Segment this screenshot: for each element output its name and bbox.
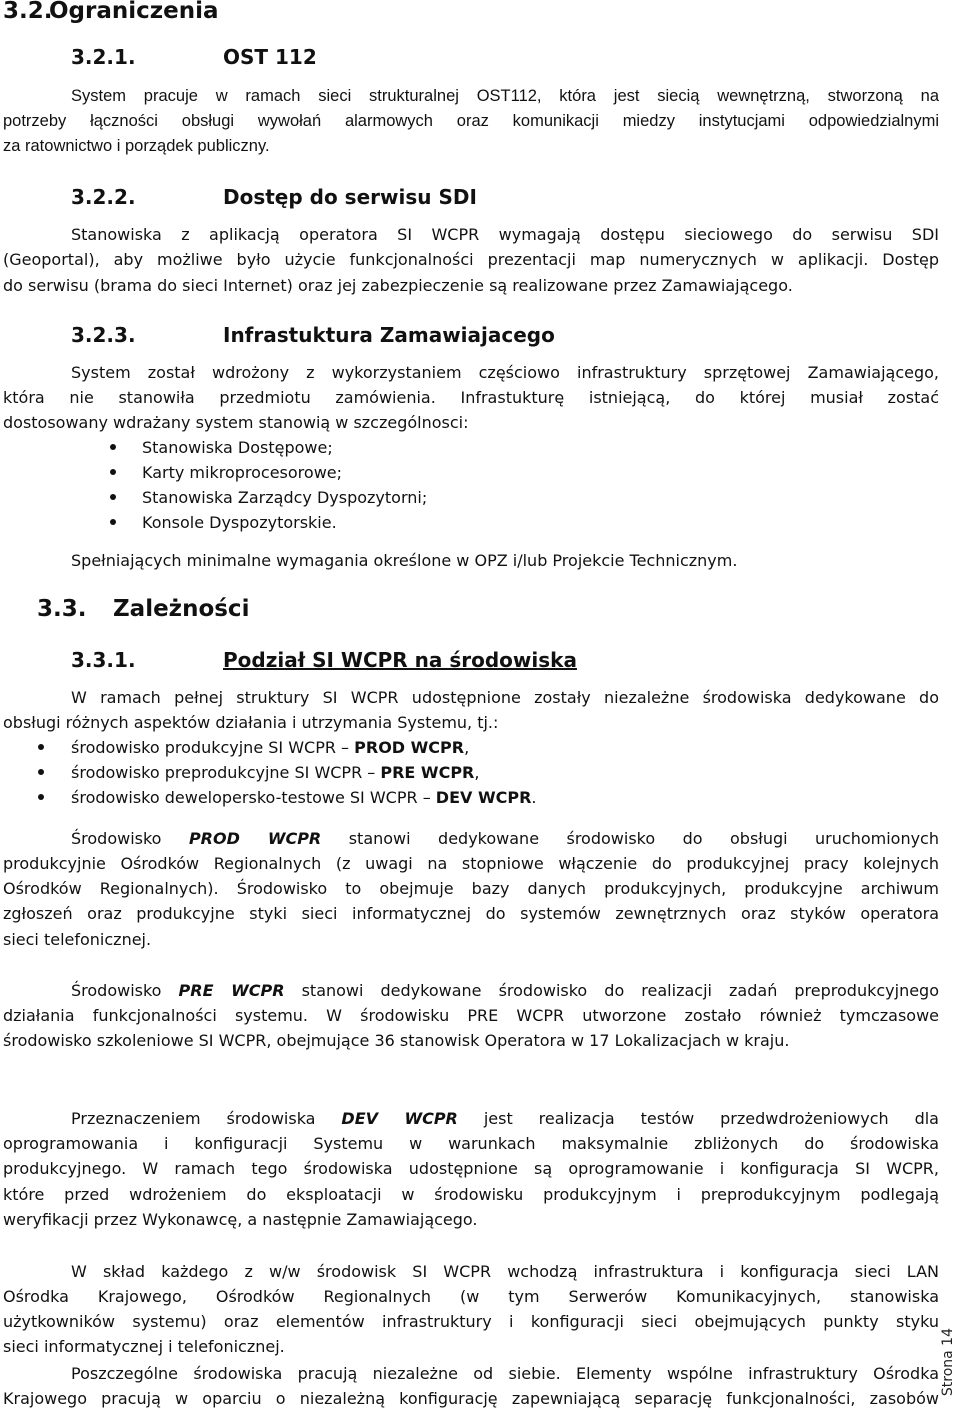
text-line: Krajowego pracują w oparciu o niezależną konfigurację zapewniającą separację funkcjonalności, zasobów (3, 1389, 939, 1408)
section-heading-3-3 (37, 596, 249, 622)
section-title: Ograniczenia (49, 0, 219, 24)
section-heading-3-2-1 (71, 45, 317, 69)
list-item-text: środowisko produkcyjne SI WCPR – (71, 738, 355, 757)
text-line: Środowisko PROD WCPR stanowi dedykowane środowisko do obsługi uruchomionych (71, 829, 939, 848)
bullet-icon (110, 444, 116, 450)
text-line: zgłoszeń oraz produkcyjne styki sieci informatycznej do systemów zewnętrznych oraz styków operatora (3, 904, 939, 923)
text-line: System został wdrożony z wykorzystaniem częściowo infrastruktury sprzętowej Zamawiającego, (71, 363, 939, 382)
page-number: Strona 14 (940, 1328, 956, 1397)
section-number: 3.3. (37, 596, 87, 622)
text-line: środowisko szkoleniowe SI WCPR, obejmujące 36 stanowisk Operatora w 17 Lokalizacjach w kraju. (3, 1031, 790, 1050)
text-line: użytkowników systemu) oraz elementów infrastruktury i konfiguracji sieci obejmujących punkty styku (3, 1312, 939, 1331)
text-line: Poszczególne środowiska pracują niezależne od siebie. Elementy wspólne infrastruktury Ośrodka (71, 1364, 939, 1383)
text-line: obsługi różnych aspektów działania i utrzymania Systemu, tj.: (3, 713, 499, 732)
list-item: Karty mikroprocesorowe; (142, 463, 343, 482)
text-line: Ośrodków Regionalnych). Środowisko to obejmuje bazy danych produkcyjnych, produkcyjne archiwum (3, 879, 939, 898)
text-line: potrzeby łączności obsługi wywołań alarmowych oraz komunikacji miedzy instytucjami odpowiedzialnymi (3, 112, 939, 130)
list-item: Stanowiska Dostępowe; (142, 438, 333, 457)
text-line: Przeznaczeniem środowiska DEV WCPR jest realizacja testów przedwdrożeniowych dla (71, 1109, 939, 1128)
text-line: dostosowany wdrażany system stanowią w szczególnosci: (3, 413, 469, 432)
bullet-icon (38, 794, 44, 800)
text-line: W ramach pełnej struktury SI WCPR udostępnione zostały niezależne środowiska dedykowane do (71, 688, 939, 707)
list-item-bold: PROD WCPR (354, 738, 465, 757)
section-title: Dostęp do serwisu SDI (223, 185, 477, 209)
environment-name: PROD WCPR (188, 829, 322, 848)
text-line: które przed wdrożeniem do eksploatacji w środowisku produkcyjnym i preprodukcyjnym podlegają (3, 1185, 939, 1204)
section-title: Podział SI WCPR na środowiska (223, 648, 577, 672)
list-item-bold: PRE WCPR (380, 763, 475, 782)
list-item-text: środowisko dewelopersko-testowe SI WCPR – (71, 788, 436, 807)
environment-name: PRE WCPR (178, 981, 285, 1000)
text-line: do serwisu (brama do sieci Internet) oraz jej zabezpieczenie są realizowane przez Zamawiającego. (3, 276, 793, 295)
text-line: działania funkcjonalności systemu. W środowisku PRE WCPR utworzone zostało również tymczasowe (3, 1006, 939, 1025)
section-heading-3-2-2 (71, 185, 477, 209)
list-item-punct: , (474, 763, 480, 782)
section-heading-3-3-1 (71, 648, 577, 672)
list-item-punct: . (531, 788, 537, 807)
list-item-prod (71, 735, 469, 760)
bullet-icon (110, 519, 116, 525)
list-item: Konsole Dyspozytorskie. (142, 513, 337, 532)
list-item: Stanowiska Zarządcy Dyspozytorni; (142, 488, 428, 507)
list-item-text: środowisko preprodukcyjne SI WCPR – (71, 763, 381, 782)
list-item-pre (71, 760, 479, 785)
text-line: weryfikacji przez Wykonawcę, a następnie Zamawiającego. (3, 1210, 478, 1229)
text-line: Stanowiska z aplikacją operatora SI WCPR wymagają dostępu sieciowego do serwisu SDI (71, 225, 939, 244)
list-item-dev (71, 785, 537, 810)
text-line: która nie stanowiła przedmiotu zamówienia. Infrastukturę istniejącą, do której musiał zostać (3, 388, 939, 407)
section-heading-3-2-3 (71, 323, 555, 347)
section-title: Infrastuktura Zamawiajacego (223, 323, 555, 347)
section-title: OST 112 (223, 45, 317, 69)
bullet-icon (110, 494, 116, 500)
text-line: za ratownictwo i porządek publiczny. (3, 137, 270, 155)
list-item-punct: , (464, 738, 470, 757)
environment-name: DEV WCPR (341, 1109, 458, 1128)
section-number: 3.2.1. (71, 45, 136, 69)
text-line: (Geoportal), aby możliwe było użycie funkcjonalności prezentacji map numerycznych w aplikacji. Dostęp (3, 250, 939, 269)
bullet-icon (38, 769, 44, 775)
text-line: Ośrodka Krajowego, Ośrodków Regionalnych (w tym Serwerów Komunikacyjnych, stanowiska (3, 1287, 939, 1306)
text-line: oprogramowania i konfiguracji Systemu w warunkach maksymalnie zbliżonych do środowiska (3, 1134, 939, 1153)
bullet-icon (110, 469, 116, 475)
bullet-icon (38, 744, 44, 750)
text-line: produkcyjnego. W ramach tego środowiska udostępnione są oprogramowanie i konfiguracja SI WCPR, (3, 1159, 939, 1178)
section-number: 3.2.3. (71, 323, 136, 347)
section-title: Zależności (113, 596, 250, 622)
text-line: sieci telefonicznej. (3, 930, 152, 949)
text-line: produkcyjnie Ośrodków Regionalnych (z uwagi na stopniowe włączenie do produkcyjnej pracy kolejnych (3, 854, 939, 873)
section-number: 3.2. (3, 0, 53, 24)
text-line: sieci informatycznej i telefonicznej. (3, 1337, 285, 1356)
section-number: 3.3.1. (71, 648, 136, 672)
text-line: Środowisko PRE WCPR stanowi dedykowane środowisko do realizacji zadań preprodukcyjnego (71, 981, 939, 1000)
section-heading-3-2 (3, 0, 219, 24)
section-number: 3.2.2. (71, 185, 136, 209)
requirements-note: Spełniających minimalne wymagania określone w OPZ i/lub Projekcie Technicznym. (71, 551, 738, 570)
text-line: W skład każdego z w/w środowisk SI WCPR wchodzą infrastruktura i konfiguracja sieci LAN (71, 1262, 939, 1281)
list-item-bold: DEV WCPR (435, 788, 532, 807)
text-line: System pracuje w ramach sieci strukturalnej OST112, która jest siecią wewnętrzną, stworzoną na (71, 87, 939, 105)
